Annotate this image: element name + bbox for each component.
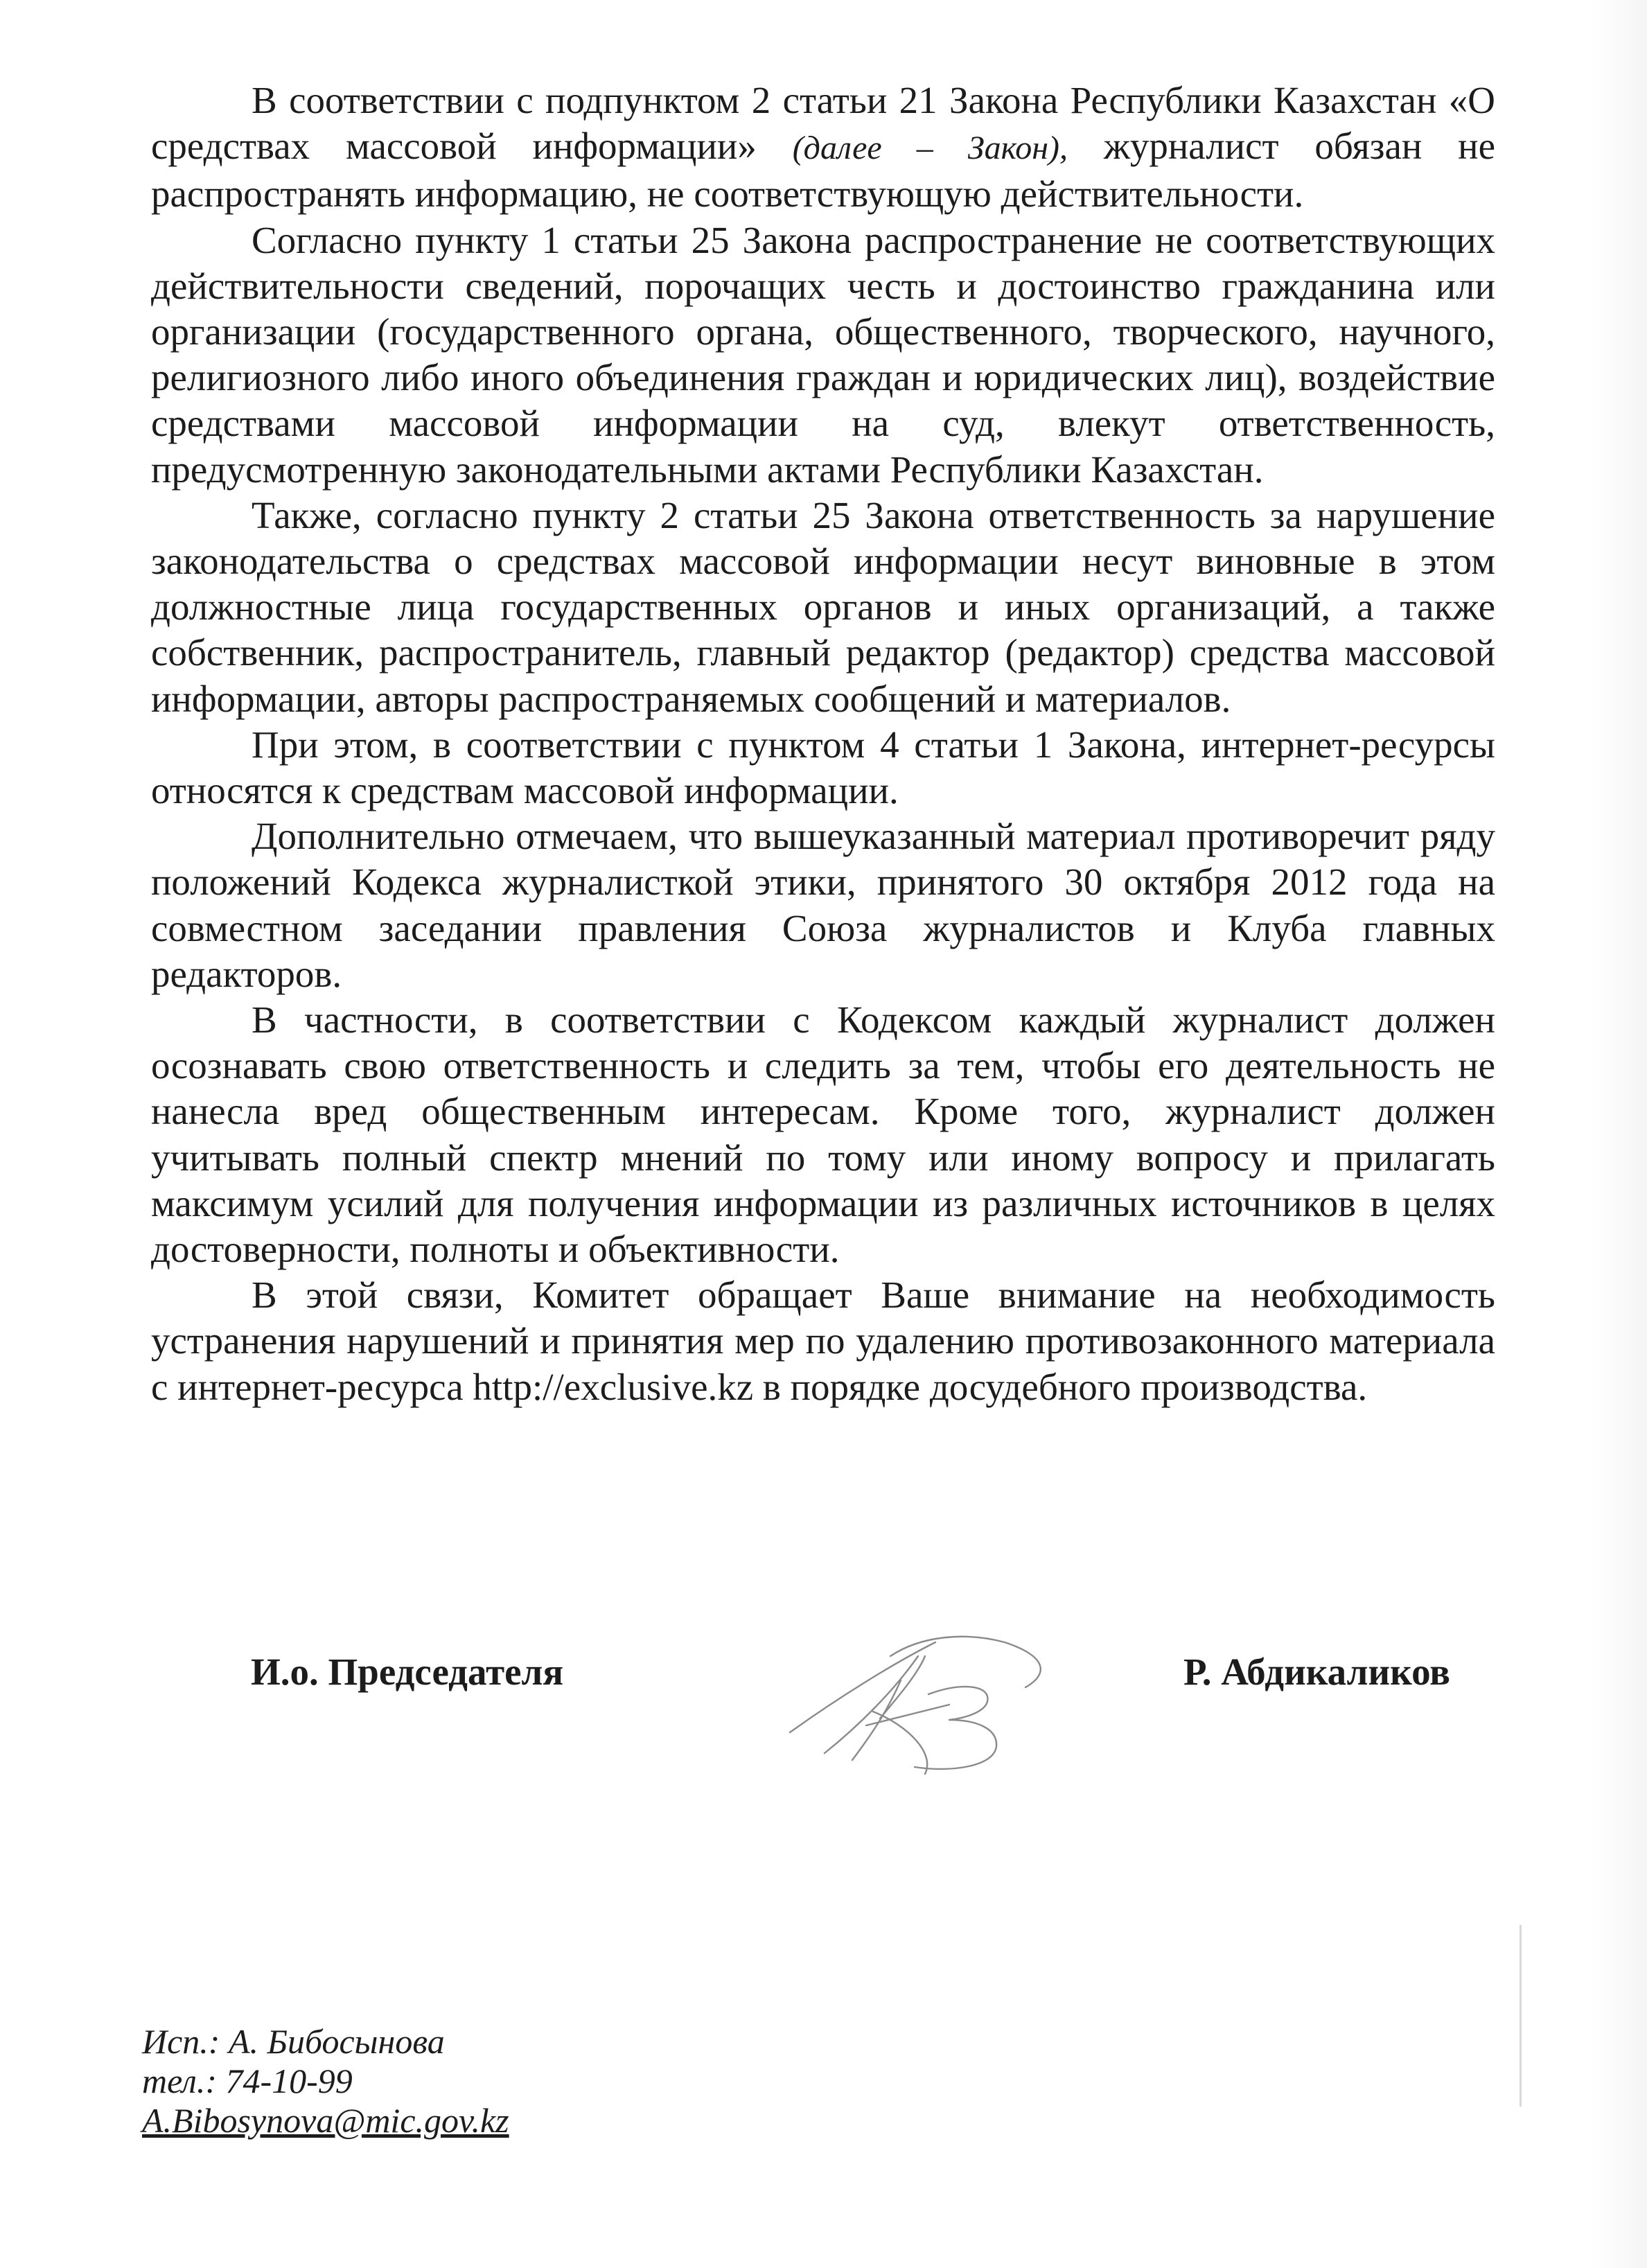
signatory-title: И.о. Председателя (251, 1651, 564, 1693)
executor-name: Исп.: А. Бибосынова (142, 2022, 445, 2061)
paragraph-7: В этой связи, Комитет обращает Ваше внимание на необходимость устранения нарушений и принятия мер по удалению противозаконного материала с интернет-ресурса http://exclusive.kz в порядке досудебного производства. (151, 1274, 1495, 1408)
paragraph-3: Также, согласно пункту 2 статьи 25 Закона ответственность за нарушение законодательства о средствах массовой информации несут виновные в этом должностные лица государственных органов и иных организаций, а также собственник, распространитель, главный редактор (редактор) средства массовой информации, авторы распространяемых сообщений и материалов. (151, 493, 1495, 720)
paragraph-1-text: В соответствии с подпунктом 2 статьи 21 Закона Республики Казахстан «О средствах массовой информации» (151, 79, 1495, 168)
executor-footer (142, 2022, 509, 2140)
paragraph-2: Согласно пункту 1 статьи 25 Закона распространение не соответствующих действительности сведений, порочащих честь и достоинство гражданина или организации (государственного органа, общественного, творческого, научного, религиозного либо иного объединения граждан и юридических лиц), воздействие средствами массовой информации на суд, влекут ответственность, предусмотренную законодательными актами Республики Казахстан. (151, 218, 1495, 491)
executor-email-link[interactable]: A.Bibosynova@mic.gov.kz (142, 2101, 509, 2140)
handwritten-signature (776, 1615, 1067, 1809)
paragraph-1-note: (далее – Закон), (792, 130, 1068, 167)
letter-body (151, 78, 1495, 1410)
scan-edge-shadow (1592, 0, 1647, 2268)
signatory-name: Р. Абдикаликов (1183, 1651, 1450, 1693)
paragraph-6: В частности, в соответствии с Кодексом каждый журналист должен осознавать свою ответственность и следить за тем, чтобы его деятельность не нанесла вред общественным интересам. Кроме того, журналист должен учитывать полный спектр мнений по тому или иному вопросу и прилагать максимум усилий для получения информации из различных источников в целях достоверности, полноты и объективности. (151, 999, 1495, 1271)
paragraph-1-tail: журналист обязан не распространять информацию, не соответствующую действительности. (151, 125, 1495, 216)
paragraph-4: При этом, в соответствии с пунктом 4 статьи 1 Закона, интернет-ресурсы относятся к средствам массовой информации. (151, 723, 1495, 812)
scan-edge-line (1520, 1925, 1522, 2107)
paragraph-5: Дополнительно отмечаем, что вышеуказанный материал противоречит ряду положений Кодекса журналисткой этики, принятого 30 октября 2012 года на совместном заседании правления Союза журналистов и Клуба главных редакторов. (151, 815, 1495, 995)
paragraph-1 (151, 78, 1495, 218)
executor-phone: тел.: 74-10-99 (142, 2062, 353, 2100)
